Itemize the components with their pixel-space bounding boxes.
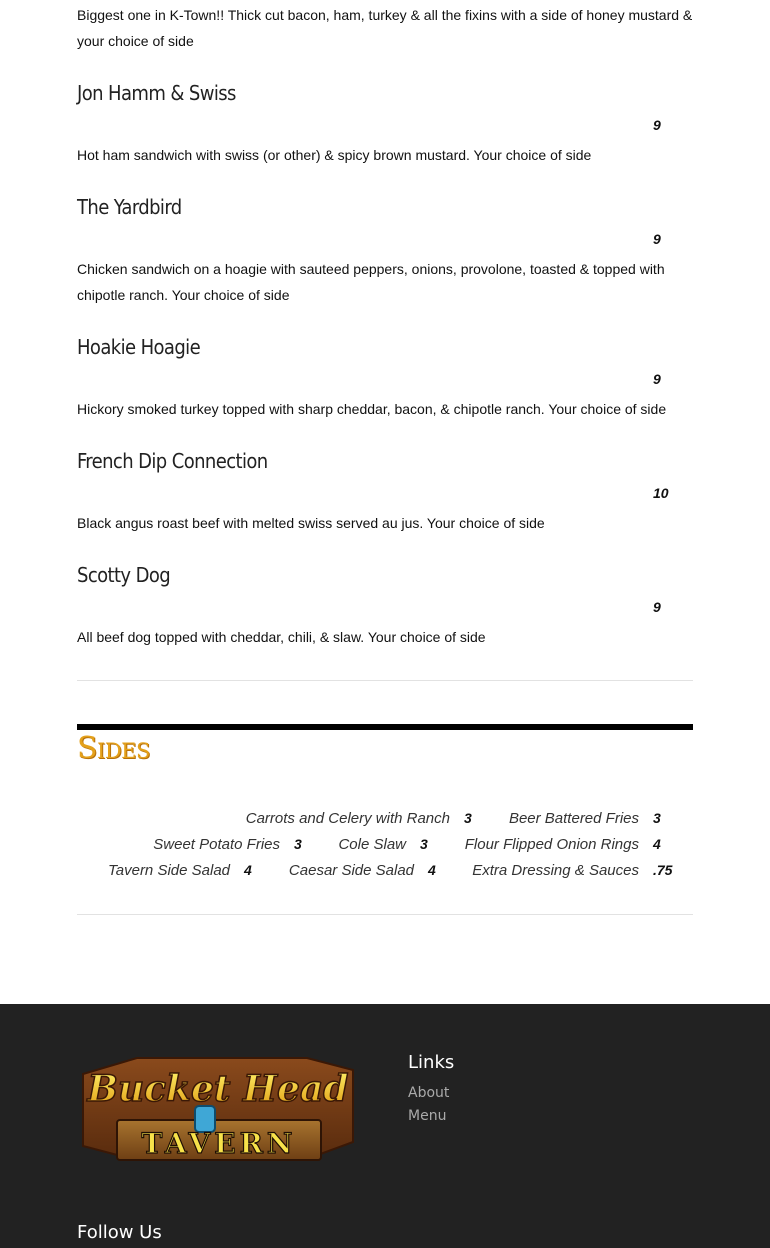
side-name: Beer Battered Fries — [508, 810, 639, 827]
item-description: Hickory smoked turkey topped with sharp cheddar, bacon, & chipotle ranch. Your choice of side — [77, 401, 667, 417]
side-price: .75 — [653, 862, 673, 878]
side-name: Extra Dressing & Sauces — [472, 862, 639, 879]
item-title: Scotty Dog — [77, 563, 171, 587]
item-title: French Dip Connection — [77, 449, 268, 473]
item-description: Biggest one in K-Town!! Thick cut bacon, ham, turkey & all the fixins with a side of honey mustard & your choice of side — [77, 7, 693, 49]
follow-us-title: Follow Us — [77, 1222, 162, 1243]
footer-link-menu[interactable]: Menu — [408, 1108, 447, 1124]
menu-item-top — [77, 2, 693, 54]
item-title: Hoakie Hoagie — [77, 335, 201, 359]
side-name: Carrots and Celery with Ranch — [245, 810, 450, 827]
divider — [77, 914, 693, 915]
item-price: 9 — [653, 371, 661, 387]
side-name: Caesar Side Salad — [288, 862, 414, 879]
item-description: Black angus roast beef with melted swiss served au jus. Your choice of side — [77, 515, 545, 531]
side-price: 4 — [428, 862, 436, 878]
item-description: Hot ham sandwich with swiss (or other) & spicy brown mustard. Your choice of side — [77, 147, 592, 163]
side-name: Tavern Side Salad — [107, 862, 230, 879]
side-name: Cole Slaw — [338, 836, 406, 853]
item-price: 9 — [653, 117, 661, 133]
footer-links-title: Links — [408, 1052, 455, 1073]
sides-heading: Sides — [77, 731, 150, 766]
side-price: 4 — [244, 862, 252, 878]
item-description: Chicken sandwich on a hoagie with sauteed peppers, onions, provolone, toasted & topped with chipotle ranch. Your choice of side — [77, 261, 665, 303]
divider — [77, 680, 693, 681]
side-name: Sweet Potato Fries — [153, 836, 280, 853]
item-price: 10 — [653, 485, 669, 501]
footer-link-about[interactable]: About — [408, 1085, 450, 1101]
item-title: The Yardbird — [77, 195, 182, 219]
section-divider — [77, 724, 693, 730]
side-price: 4 — [653, 836, 661, 852]
item-price: 9 — [653, 231, 661, 247]
item-title: Jon Hamm & Swiss — [77, 81, 236, 105]
logo-text-top: Bucket Head — [87, 1068, 349, 1110]
side-price: 3 — [294, 836, 302, 852]
side-price: 3 — [464, 810, 472, 826]
tavern-logo[interactable] — [77, 1056, 359, 1168]
item-description: All beef dog topped with cheddar, chili, & slaw. Your choice of side — [77, 629, 486, 645]
side-price: 3 — [653, 810, 661, 826]
side-name: Flour Flipped Onion Rings — [464, 836, 639, 853]
logo-text-bottom: TAVERN — [141, 1127, 297, 1160]
item-price: 9 — [653, 599, 661, 615]
side-price: 3 — [420, 836, 428, 852]
